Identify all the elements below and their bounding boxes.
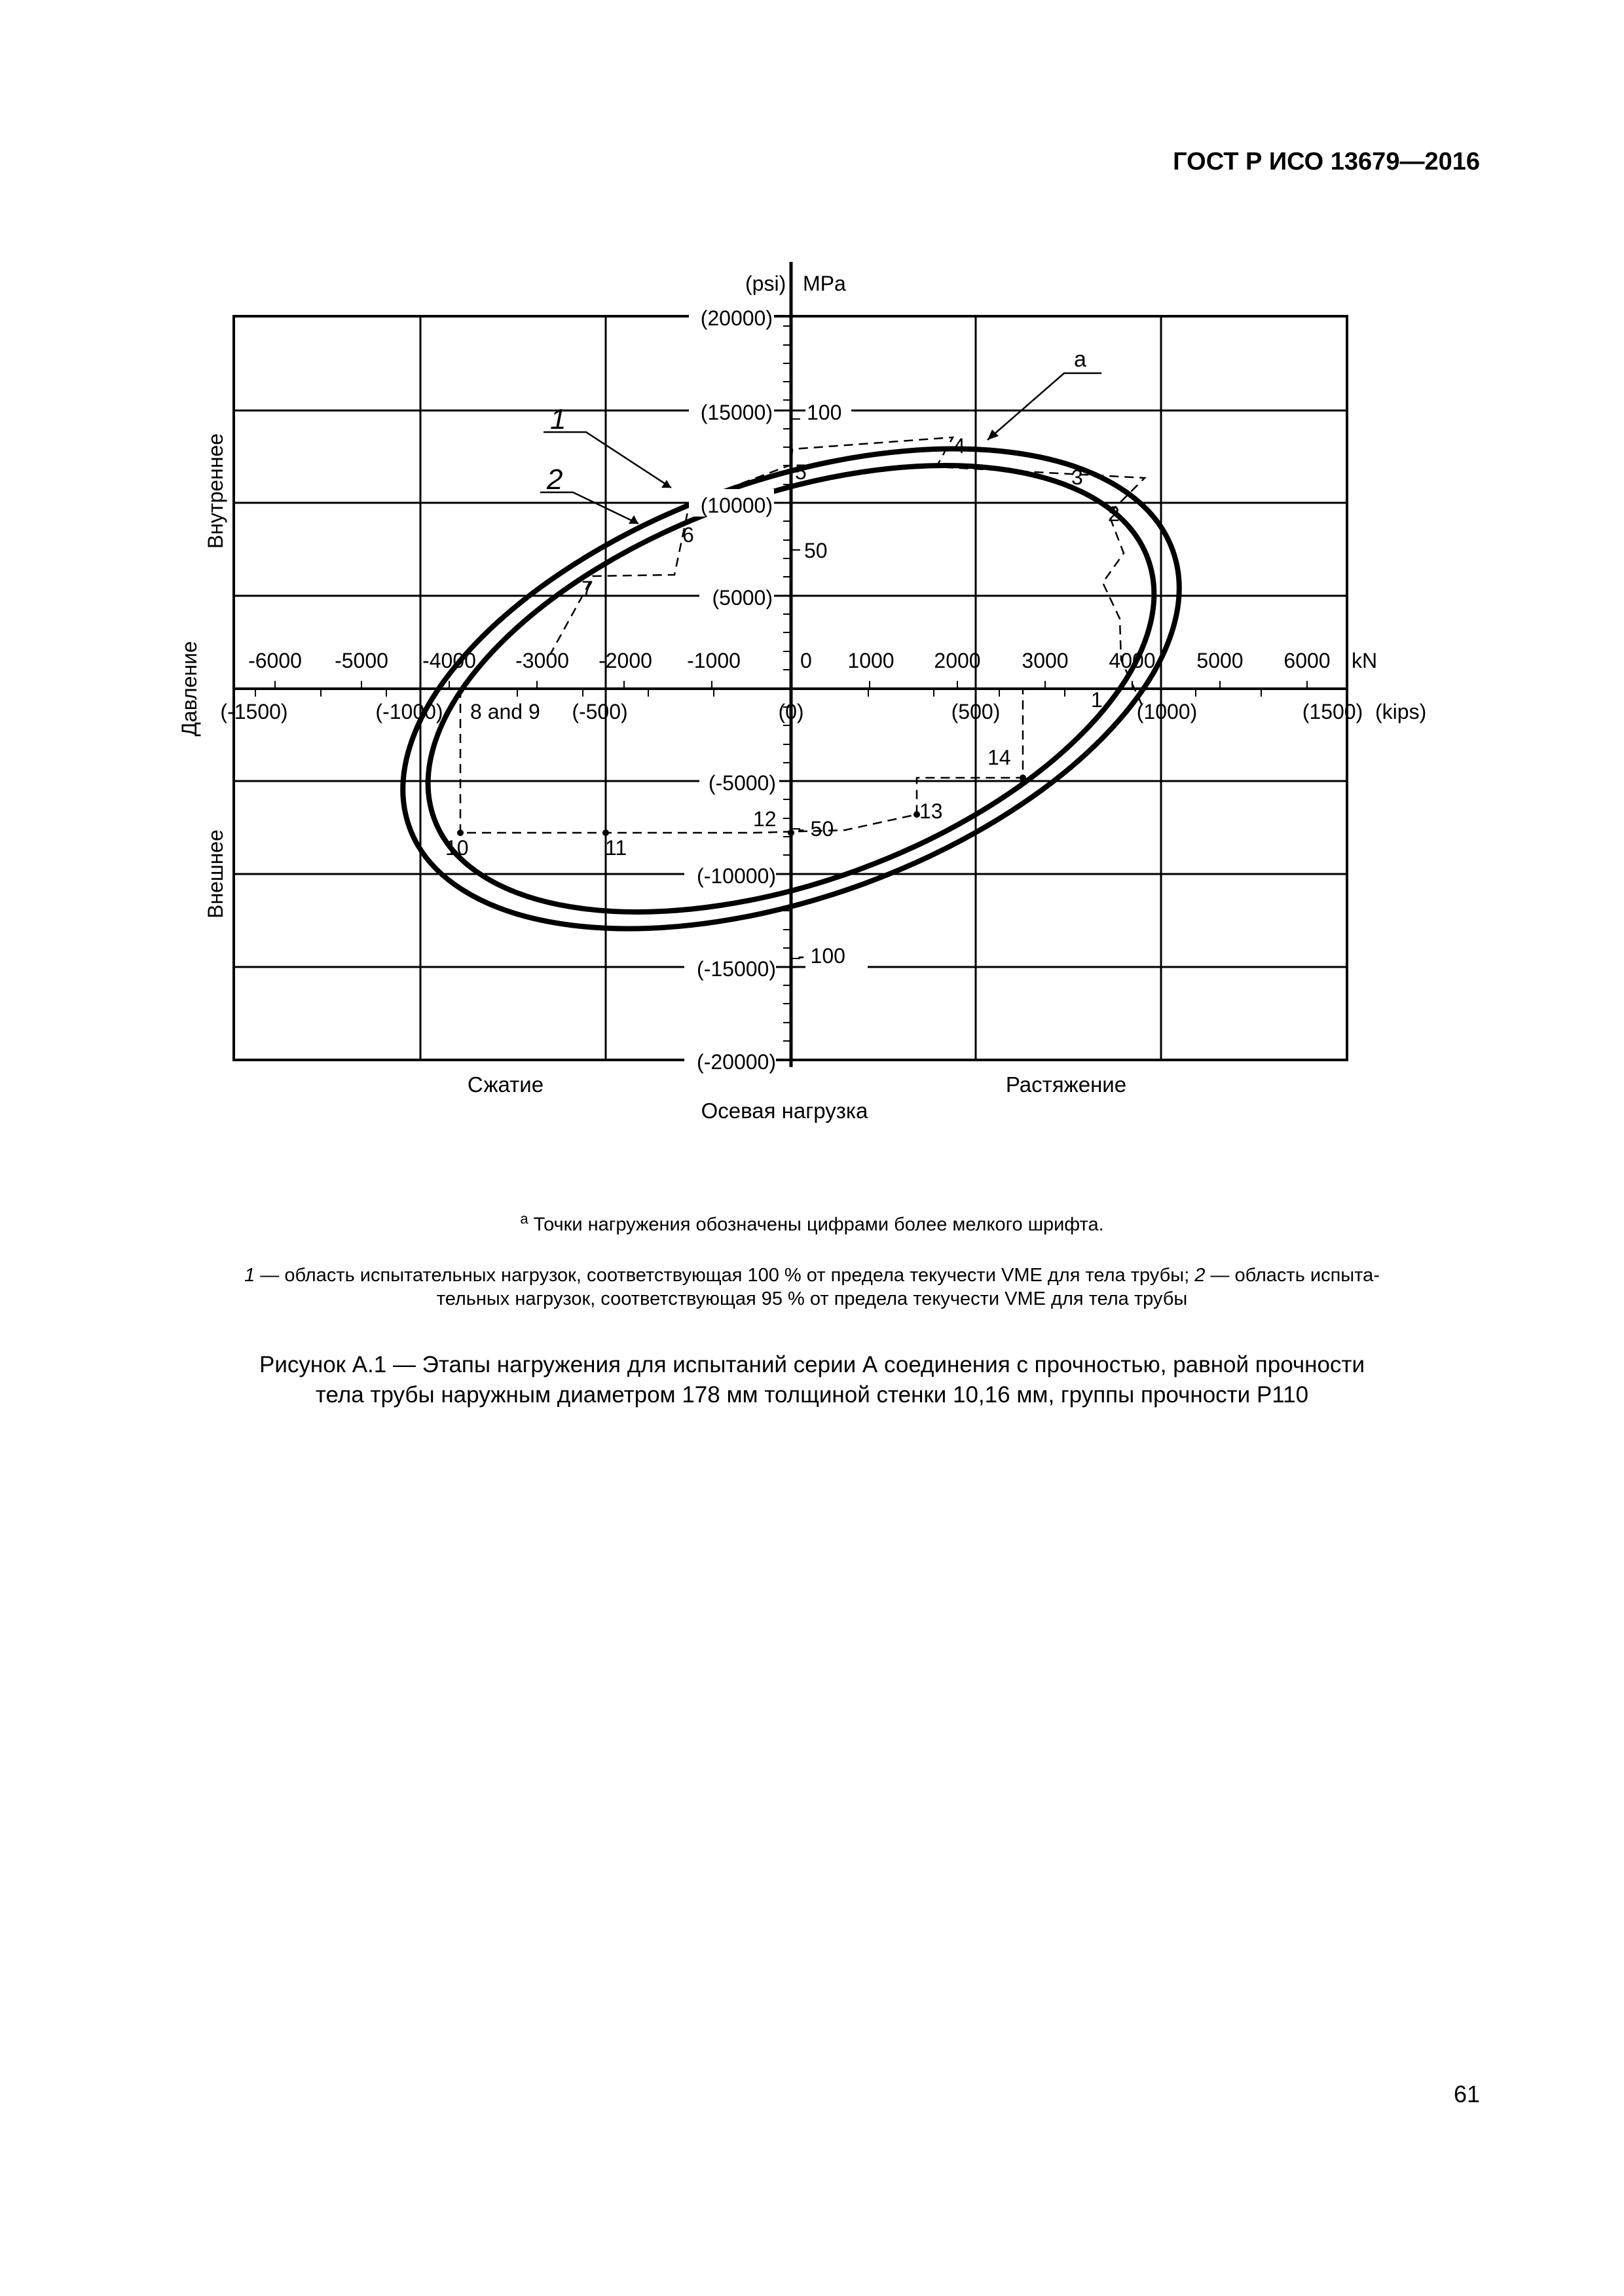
tick-psi-5000: (5000) (712, 586, 773, 610)
tick-kn-4000: 4000 (1109, 649, 1156, 672)
load-point-label-4: 4 (953, 434, 965, 458)
tick-kn-neg4000: -4000 (422, 649, 476, 672)
legend-2-text-a: — область испыта- (1205, 1265, 1380, 1286)
tick-kn-5000: 5000 (1196, 649, 1244, 672)
curve-label-1: 1 (550, 403, 566, 435)
tick-psi-10000: (10000) (700, 494, 773, 517)
x-label-compression: Сжатие (467, 1072, 544, 1097)
y-unit-psi: (psi) (745, 272, 786, 295)
load-point-label-8-9: 8 and 9 (470, 700, 540, 723)
tick-psi-neg20000: (-20000) (697, 1050, 776, 1074)
tick-kn-neg2000: -2000 (599, 649, 652, 672)
footnote-a-text: Точки нагружения обозначены цифрами более мелкого шрифта. (528, 1214, 1104, 1235)
load-point-label-6: 6 (682, 523, 694, 547)
tick-kn-neg1000: -1000 (687, 649, 741, 672)
tick-kips-500: (500) (951, 700, 1001, 723)
tick-mpa-neg100: - 100 (798, 944, 845, 968)
load-point-label-13: 13 (919, 799, 943, 823)
curve-label-2: 2 (547, 464, 563, 496)
load-point-label-12: 12 (753, 807, 777, 831)
tick-kn-neg5000: -5000 (335, 649, 388, 672)
tick-psi-neg15000: (-15000) (697, 957, 776, 981)
tick-kips-1500: (1500) (1302, 700, 1363, 723)
footnote-a (131, 1207, 1493, 1237)
tick-kn-2000: 2000 (934, 649, 981, 672)
load-point-label-7: 7 (581, 577, 593, 600)
leader-a (987, 373, 1101, 440)
tick-psi-neg10000: (-10000) (697, 864, 776, 888)
tick-kn-1000: 1000 (847, 649, 895, 672)
footnote-a-marker: a (520, 1211, 528, 1227)
tick-kips-0: (0) (778, 700, 804, 723)
load-point-label-5: 5 (795, 460, 807, 484)
y-axis-title: Давление (177, 641, 201, 737)
legend-2-number: 2 (1194, 1265, 1206, 1286)
figure-caption (131, 1350, 1493, 1410)
tick-kn-neg6000: -6000 (248, 649, 302, 672)
tick-kn-6000: 6000 (1283, 649, 1331, 672)
tick-mpa-0: 0 (800, 649, 812, 672)
tick-mpa-neg50: - 50 (798, 817, 834, 841)
legend-line-1 (131, 1264, 1493, 1287)
tick-kips-neg1500: (-1500) (220, 700, 288, 723)
tick-kips-neg1000: (-1000) (375, 700, 443, 723)
tick-psi-20000: (20000) (700, 306, 773, 330)
legend-block (131, 1264, 1493, 1311)
caption-line-2: тела трубы наружным диаметром 178 мм толщиной стенки 10,16 мм, группы прочности Р110 (315, 1382, 1309, 1408)
load-point-label-3: 3 (1071, 465, 1083, 489)
y-label-external: Внешнее (204, 829, 227, 919)
legend-1-text: — область испытательных нагрузок, соответствующая 100 % от предела текучести VME для тела трубы; (255, 1265, 1195, 1286)
tick-kn-neg3000: -3000 (515, 649, 569, 672)
tick-mpa-100: 100 (807, 401, 842, 424)
load-point-label-2: 2 (1108, 502, 1120, 526)
x-unit-kn: kN (1352, 649, 1378, 672)
load-point-label-1: 1 (1091, 688, 1103, 712)
y-unit-mpa: MPa (803, 272, 846, 295)
tick-mpa-50: 50 (804, 539, 828, 562)
load-point-label-10: 10 (445, 836, 469, 860)
page-number: 61 (1453, 2081, 1480, 2107)
tick-kips-1000: (1000) (1136, 700, 1198, 723)
legend-line-2: тельных нагрузок, соответствующая 95 % от предела текучести VME для тела трубы (436, 1288, 1188, 1309)
tick-psi-15000: (15000) (700, 401, 773, 424)
x-axis-title: Осевая нагрузка (701, 1099, 868, 1123)
leader-1-arrow (661, 480, 671, 488)
caption-line-1: Рисунок А.1 — Этапы нагружения для испытаний серии А соединения с прочностью, равной прочности (259, 1352, 1365, 1377)
y-label-internal: Внутреннее (204, 433, 227, 549)
tick-kips-neg500: (-500) (572, 700, 628, 723)
tick-kn-3000: 3000 (1022, 649, 1069, 672)
load-point-label-14: 14 (987, 746, 1011, 769)
annotation-a: a (1074, 347, 1086, 372)
load-point-label-11: 11 (605, 836, 627, 860)
tick-psi-neg5000: (-5000) (708, 771, 776, 795)
x-label-tension: Растяжение (1005, 1072, 1127, 1097)
document-standard-header: ГОСТ Р ИСО 13679—2016 (1173, 148, 1480, 175)
legend-1-number: 1 (244, 1265, 255, 1286)
x-unit-kips: (kips) (1375, 700, 1427, 723)
